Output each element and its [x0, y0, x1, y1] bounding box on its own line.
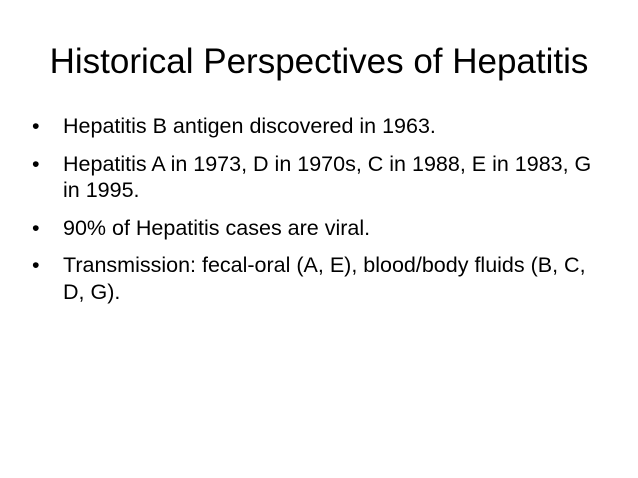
bullet-icon: •: [32, 253, 40, 277]
bullet-item: [32, 151, 602, 204]
bullet-text: 90% of Hepatitis cases are viral.: [63, 215, 371, 240]
bullet-item: [32, 215, 602, 242]
bullet-item: [32, 252, 602, 305]
bullet-list: [32, 113, 602, 317]
slide-title: Historical Perspectives of Hepatitis: [49, 42, 589, 81]
bullet-text: Transmission: fecal-oral (A, E), blood/body fluids (B, C, D, G).: [63, 253, 586, 304]
bullet-item: [32, 113, 602, 140]
bullet-icon: •: [32, 151, 40, 176]
bullet-text: Hepatitis A in 1973, D in 1970s, C in 1988, E in 1983, G in 1995.: [63, 151, 592, 202]
bullet-icon: •: [32, 114, 40, 138]
bullet-icon: •: [32, 215, 40, 240]
bullet-text: Hepatitis B antigen discovered in 1963.: [63, 114, 436, 138]
